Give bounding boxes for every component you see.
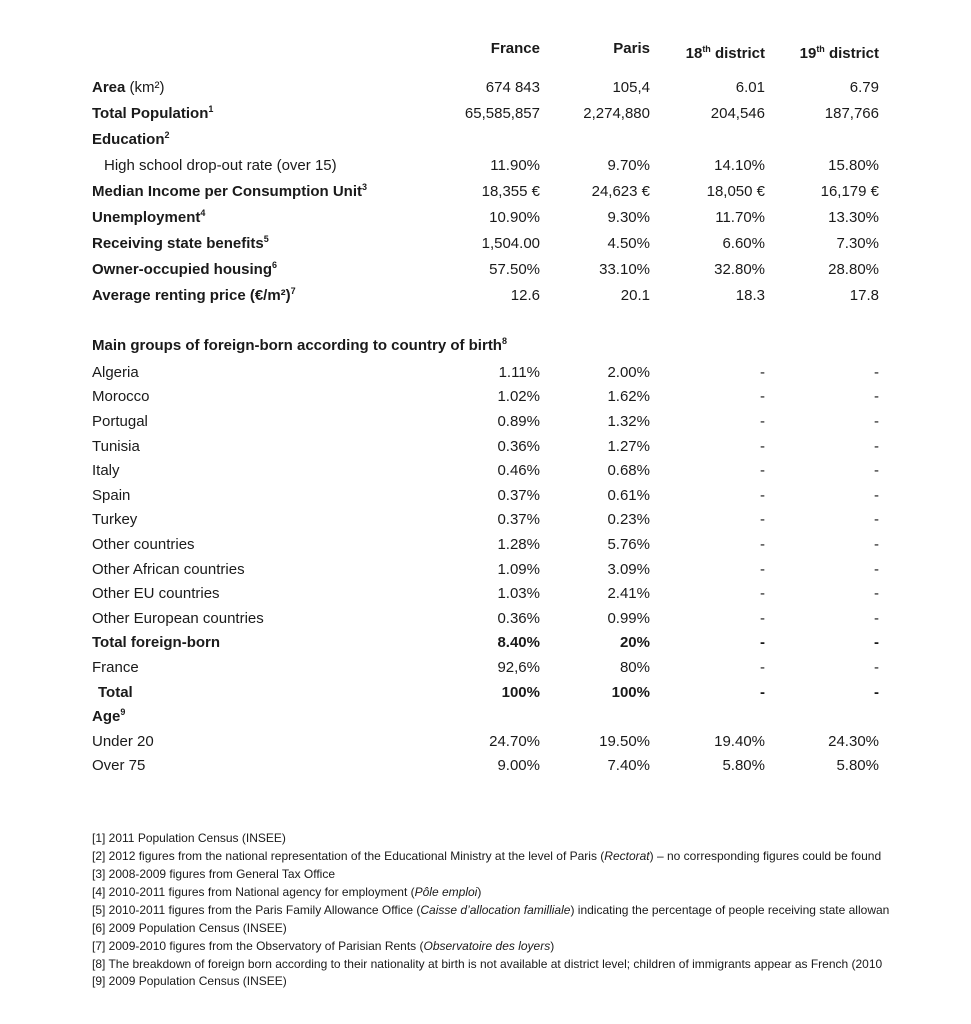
row-label: Turkey — [92, 511, 138, 529]
row-label: Area (km²) — [92, 78, 165, 96]
cell-value: - — [760, 462, 765, 480]
cell-value: 1.11% — [498, 363, 540, 381]
table-row — [92, 581, 971, 606]
cell-value: 11.70% — [715, 208, 765, 226]
cell-value: - — [874, 462, 879, 480]
table-row — [92, 655, 971, 680]
table-header-row — [92, 38, 971, 74]
cell-value: 100% — [501, 683, 540, 701]
table-row — [92, 483, 971, 508]
row-label: Median Income per Consumption Unit$^3$ — [92, 181, 368, 200]
table-row — [92, 557, 971, 582]
row-label: Morocco — [92, 388, 150, 406]
row-label: France — [92, 658, 139, 676]
footnote: [7] 2009-2010 figures from the Observatory of Parisian Rents (Observatoire des loyers) — [92, 938, 555, 953]
cell-value: 28.80% — [828, 260, 879, 278]
cell-value: 33.10% — [599, 260, 650, 278]
footnote: [3] 2008-2009 figures from General Tax Office — [92, 867, 336, 881]
row-label: Over 75 — [92, 757, 146, 775]
cell-value: 16,179 € — [820, 182, 879, 200]
cell-value: 6.79 — [849, 78, 879, 96]
footnote: [5] 2010-2011 figures from the Paris Family Allowance Office (Caisse d’allocation familliale) indicating the percentage of people receiving state allowan — [92, 902, 890, 917]
row-label: Education$^2$ — [92, 129, 170, 148]
cell-value: 92,6% — [497, 658, 540, 676]
row-label: Receiving state benefits$^5$ — [92, 233, 269, 252]
table-row — [92, 508, 971, 533]
table-row — [92, 256, 971, 282]
column-header: Paris — [613, 40, 650, 57]
row-label: Algeria — [92, 363, 139, 381]
cell-value: 674 843 — [485, 78, 540, 96]
footnote: [1] 2011 Population Census (INSEE) — [92, 831, 286, 846]
row-label: Tunisia — [92, 437, 140, 455]
cell-value: - — [874, 585, 879, 603]
table-row — [92, 729, 971, 754]
cell-value: - — [760, 609, 765, 627]
table-row — [92, 126, 971, 152]
cell-value: - — [760, 683, 765, 701]
row-label: Other African countries — [92, 560, 245, 578]
table-row — [92, 754, 971, 779]
cell-value: 7.30% — [836, 234, 879, 252]
cell-value: 1.62% — [607, 388, 650, 406]
row-label: Other EU countries — [92, 585, 220, 603]
cell-value: 0.99% — [607, 609, 650, 627]
cell-value: 0.36% — [497, 437, 540, 455]
cell-value: 1.09% — [497, 560, 540, 578]
table-row — [92, 204, 971, 230]
cell-value: - — [760, 363, 765, 381]
cell-value: 20% — [619, 634, 650, 652]
row-label: Italy — [92, 462, 120, 480]
cell-value: 10.90% — [489, 208, 540, 226]
table-row — [92, 458, 971, 483]
cell-value: 105,4 — [612, 78, 650, 96]
table-row — [92, 100, 971, 126]
cell-value: 14.10% — [714, 156, 765, 174]
cell-value: 6.60% — [722, 234, 765, 252]
cell-value: 20.1 — [620, 286, 650, 304]
cell-value: 1.28% — [497, 535, 540, 553]
cell-value: 11.90% — [490, 156, 540, 174]
cell-value: 12.6 — [510, 286, 540, 304]
table-row — [92, 178, 971, 204]
cell-value: - — [760, 437, 765, 455]
cell-value: 5.80% — [722, 757, 765, 775]
cell-value: 9.70% — [607, 156, 650, 174]
cell-value: 24.70% — [489, 732, 540, 750]
cell-value: 0.89% — [497, 412, 540, 430]
cell-value: 19.50% — [599, 732, 650, 750]
cell-value: - — [874, 437, 879, 455]
cell-value: 0.61% — [607, 486, 650, 504]
cell-value: 204,546 — [710, 104, 765, 122]
row-label: Portugal — [92, 412, 148, 430]
row-label: Total Population$^1$ — [92, 103, 214, 122]
section-heading-row — [92, 331, 971, 360]
row-label: Unemployment$^4$ — [92, 207, 206, 226]
cell-value: - — [760, 560, 765, 578]
footnote: [4] 2010-2011 figures from National agency for employment (Pôle emploi) — [92, 884, 482, 899]
cell-value: - — [874, 486, 879, 504]
column-header: 19th district — [799, 44, 879, 62]
cell-value: 18,355 € — [481, 182, 540, 200]
cell-value: 1.02% — [497, 388, 540, 406]
row-label: Owner-occupied housing$^6$ — [92, 259, 278, 278]
table-row — [92, 230, 971, 256]
cell-value: - — [760, 486, 765, 504]
table-row — [92, 409, 971, 434]
table-row — [92, 680, 971, 705]
cell-value: 19.40% — [714, 732, 765, 750]
cell-value: - — [760, 634, 765, 652]
cell-value: - — [760, 412, 765, 430]
footnote: [9] 2009 Population Census (INSEE) — [92, 974, 287, 989]
cell-value: 6.01 — [735, 78, 765, 96]
cell-value: 15.80% — [828, 156, 879, 174]
cell-value: 0.46% — [497, 462, 540, 480]
table-row — [92, 360, 971, 385]
row-label: Total — [98, 683, 133, 701]
cell-value: 0.68% — [607, 462, 650, 480]
table-row — [92, 532, 971, 557]
row-label: Other countries — [92, 535, 195, 553]
cell-value: 2.41% — [607, 585, 650, 603]
cell-value: - — [874, 388, 879, 406]
cell-value: - — [874, 609, 879, 627]
cell-value: 32.80% — [714, 260, 765, 278]
cell-value: 100% — [611, 683, 650, 701]
cell-value: 1.03% — [497, 585, 540, 603]
footnotes-section — [92, 830, 971, 991]
cell-value: - — [874, 412, 879, 430]
table-row — [92, 434, 971, 459]
cell-value: 1.27% — [607, 437, 650, 455]
cell-value: 2.00% — [607, 363, 650, 381]
cell-value: - — [760, 535, 765, 553]
row-label: Spain — [92, 486, 131, 504]
column-header: France — [490, 40, 540, 57]
table-row — [92, 385, 971, 410]
cell-value: 18.3 — [735, 286, 765, 304]
cell-value: 8.40% — [497, 634, 540, 652]
table-body — [92, 74, 971, 778]
row-label: Age$^9$ — [92, 707, 126, 726]
cell-value: 5.76% — [607, 535, 650, 553]
footnote: [6] 2009 Population Census (INSEE) — [92, 920, 287, 935]
cell-value: 0.37% — [497, 486, 540, 504]
row-label: Total foreign-born — [92, 634, 221, 652]
cell-value: 0.37% — [497, 511, 540, 529]
cell-value: 13.30% — [828, 208, 879, 226]
table-row — [92, 606, 971, 631]
footnote: [2] 2012 figures from the national representation of the Educational Ministry at the level of Paris (Rectorat) – no corresponding figures could be found — [92, 849, 882, 864]
cell-value: - — [874, 363, 879, 381]
section-heading-row — [92, 704, 971, 729]
row-label: Main groups of foreign-born according to country of birth$^8$ — [92, 336, 507, 354]
cell-value: - — [874, 535, 879, 553]
cell-value: 1.32% — [607, 412, 650, 430]
cell-value: - — [874, 560, 879, 578]
cell-value: 2,274,880 — [583, 104, 650, 122]
cell-value: 80% — [619, 658, 650, 676]
cell-value: - — [874, 658, 879, 676]
cell-value: 17.8 — [849, 286, 879, 304]
cell-value: 24.30% — [828, 732, 879, 750]
row-label: Other European countries — [92, 609, 264, 627]
cell-value: 9.30% — [607, 208, 650, 226]
column-header: 18th district — [685, 44, 765, 62]
cell-value: 57.50% — [489, 260, 540, 278]
table-row — [92, 282, 971, 308]
cell-value: 0.36% — [497, 609, 540, 627]
cell-value: - — [760, 658, 765, 676]
cell-value: 18,050 € — [706, 182, 765, 200]
cell-value: - — [874, 634, 879, 652]
cell-value: - — [874, 511, 879, 529]
footnote: [8] The breakdown of foreign born according to their nationality at birth is not available at district level; children of immigrants appear as French (2010 — [92, 956, 883, 971]
cell-value: - — [874, 683, 879, 701]
row-label: High school drop-out rate (over 15) — [104, 156, 337, 174]
cell-value: - — [760, 585, 765, 603]
statistics-table — [92, 38, 971, 778]
cell-value: - — [760, 388, 765, 406]
cell-value: 187,766 — [824, 104, 879, 122]
row-label: Average renting price (€/m²)$^7$ — [92, 285, 296, 304]
cell-value: 1,504.00 — [481, 234, 540, 252]
cell-value: 5.80% — [836, 757, 879, 775]
row-label: Under 20 — [92, 732, 154, 750]
table-row — [92, 631, 971, 656]
cell-value: 24,623 € — [591, 182, 650, 200]
table-row — [92, 74, 971, 100]
cell-value: - — [760, 511, 765, 529]
table-row — [92, 152, 971, 178]
cell-value: 9.00% — [497, 757, 540, 775]
cell-value: 65,585,857 — [464, 104, 540, 122]
cell-value: 4.50% — [607, 234, 650, 252]
cell-value: 0.23% — [607, 511, 650, 529]
cell-value: 7.40% — [607, 757, 650, 775]
cell-value: 3.09% — [607, 560, 650, 578]
